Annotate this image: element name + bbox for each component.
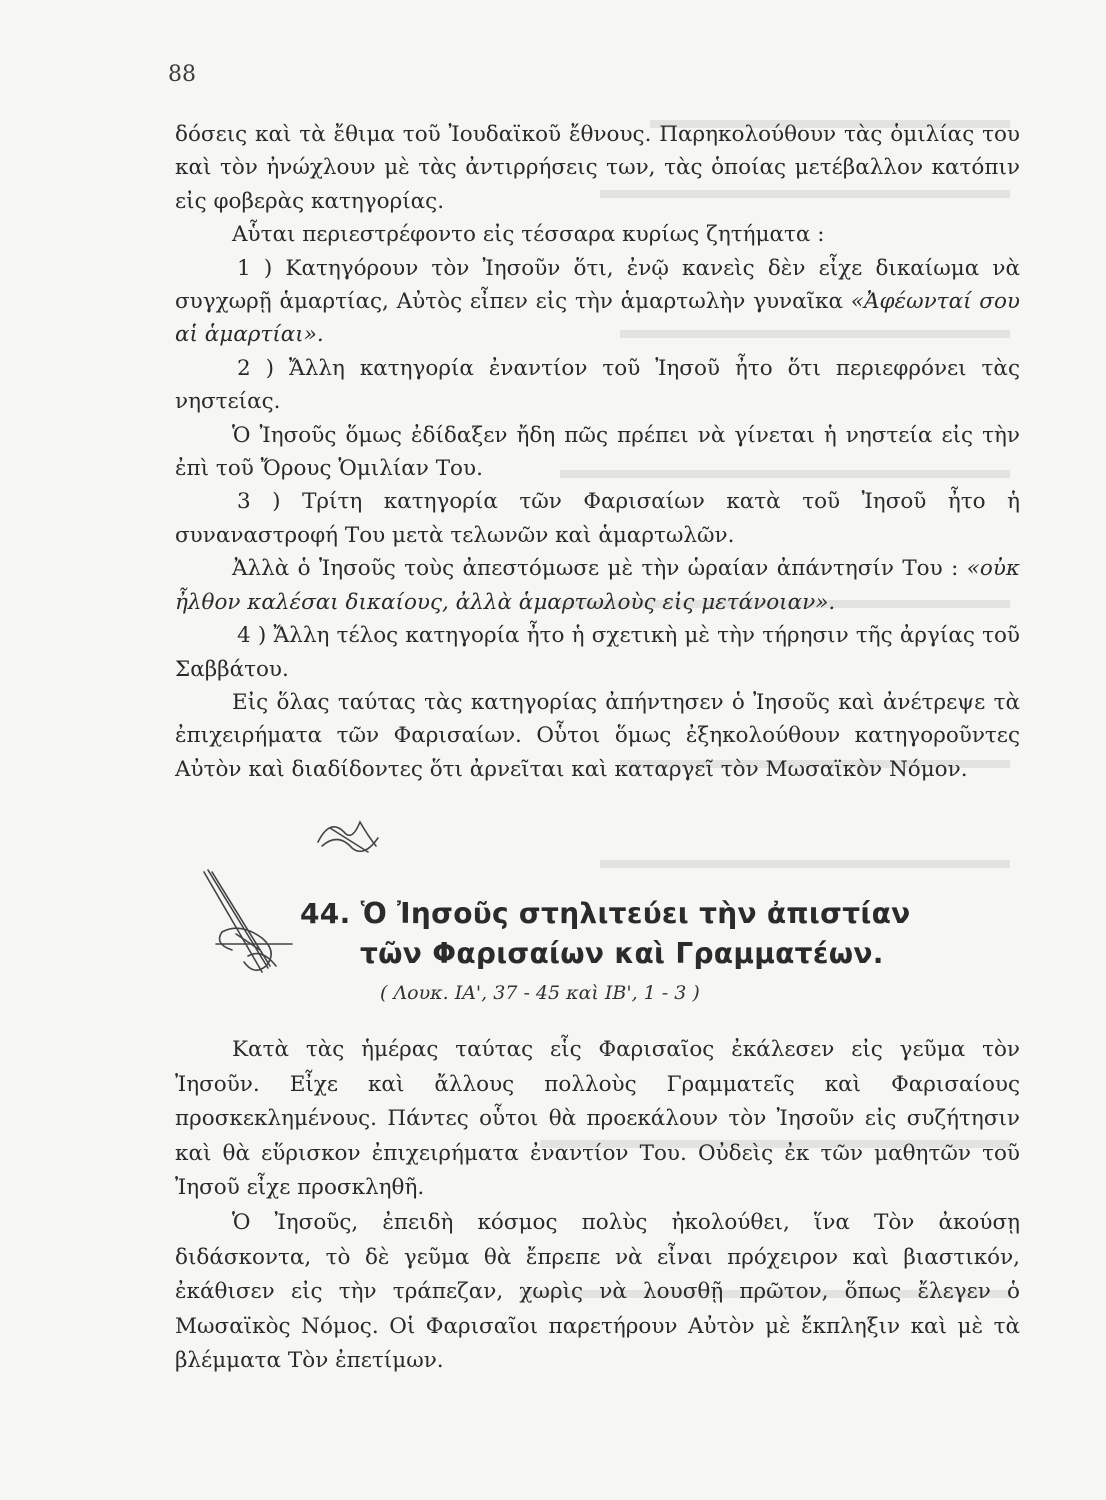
paragraph-text: Ἀλλὰ ὁ Ἰησοῦς τοὺς ἀπεστόμωσε μὲ τὴν ὡραίαν ἀπάντησίν Του : (232, 556, 967, 582)
section-title-line1: Ὁ Ἰησοῦς στηλιτεύει τὴν ἀπιστίαν (360, 897, 911, 930)
quotation-text: «Ἀφέωνταί σου αἱ ἁμαρτίαι». (175, 289, 1020, 348)
section-reference: ( Λουκ. ΙΑ', 37 - 45 καὶ ΙΒ', 1 - 3 ) (380, 982, 700, 1004)
paragraph-text: 1 ) Κατηγόρουν τὸν Ἰησοῦν ὅτι, ἐνῷ κανεὶς δὲν εἶχε δικαίωμα νὰ συγχωρῇ ἁμαρτίας, Αὐτὸς εἶπεν εἰς τὴν ἁμαρτωλὴν γυναῖκα (175, 255, 1020, 315)
paragraph (175, 1206, 1020, 1379)
paragraph-text: 3 ) Τρίτη κατηγορία τῶν Φαρισαίων κατὰ τοῦ Ἰησοῦ ἦτο ἡ συναναστροφή Του μετὰ τελωνῶν καὶ ἁμαρτωλῶν. (175, 489, 1020, 548)
section-heading (300, 894, 940, 974)
paragraph-text: Αὗται περιεστρέφοντο εἰς τέσσαρα κυρίως ζητήματα : (232, 222, 825, 248)
paragraph-text: Εἰς ὅλας ταύτας τὰς κατηγορίας ἀπήντησεν ὁ Ἰησοῦς καὶ ἀνέτρεψε τὰ ἐπιχειρήματα τῶν Φαρισαίων. Οὗτοι ὅμως ἐξηκολούθουν κατηγοροῦντες Αὐτὸν καὶ διαδίδοντες ὅτι ἀρνεῖται καὶ καταργεῖ τὸν Μωσαϊκὸν Νόμον. (175, 689, 1020, 782)
paragraph-text: Ὁ Ἰησοῦς, ἐπειδὴ κόσμος πολὺς ἠκολούθει, ἵνα Τὸν ἀκούσῃ διδάσκοντα, τὸ δὲ γεῦμα θὰ ἔπρεπε νὰ εἶναι πρόχειρον καὶ βιαστικόν, ἐκάθισεν εἰς τὴν τράπεζαν, χωρὶς νὰ λουσθῇ πρῶτον, ὅπως ἔλεγεν ὁ Μωσαϊκὸς Νόμος. Οἱ Φαρισαῖοι παρετήρουν Αὐτὸν μὲ ἔκπληξιν καὶ μὲ τὰ βλέμματα Τὸν ἐπετίμων. (175, 1209, 1020, 1374)
page-number: 88 (168, 62, 196, 87)
paragraph-text: Ὁ Ἰησοῦς ὅμως ἐδίδαξεν ἤδη πῶς πρέπει νὰ γίνεται ἡ νηστεία εἰς τὴν ἐπὶ τοῦ Ὄρους Ὁμιλίαν Του. (175, 422, 1020, 482)
paragraph-text: 2 ) Ἄλλη κατηγορία ἐναντίον τοῦ Ἰησοῦ ἦτο ὅτι περιεφρόνει τὰς νηστείας. (175, 355, 1020, 415)
paragraph (175, 1033, 1020, 1206)
section-heading-line1 (300, 894, 940, 934)
paragraph-text: 4 ) Ἄλλη τέλος κατηγορία ἦτο ἡ σχετικὴ μὲ τὴν τήρησιν τῆς ἀργίας τοῦ Σαββάτου. (175, 623, 1020, 682)
paragraph-text: δόσεις καὶ τὰ ἔθιμα τοῦ Ἰουδαϊκοῦ ἔθνους. Παρηκολούθουν τὰς ὁμιλίας του καὶ τὸν ἠνώχλουν μὲ τὰς ἀντιρρήσεις των, τὰς ὁποίας μετέβαλλον κατόπιν εἰς φοβερὰς κατηγορίας. (175, 122, 1020, 214)
section-title-line2: τῶν Φαρισαίων καὶ Γραμματέων. (360, 937, 884, 970)
bottom-text-block (175, 1033, 1020, 1379)
paragraph-text: Κατὰ τὰς ἡμέρας ταύτας εἷς Φαρισαῖος ἐκάλεσεν εἰς γεῦμα τὸν Ἰησοῦν. Εἶχε καὶ ἄλλους πολλοὺς Γραμματεῖς καὶ Φαρισαίους προσκεκλημένους. Πάντες οὗτοι θὰ προεκάλουν τὸν Ἰησοῦν εἰς συζήτησιν καὶ θὰ εὕρισκον ἐπιχειρήματα ἐναντίον Του. Οὐδεὶς ἐκ τῶν μαθητῶν τοῦ Ἰησοῦ εἶχε προσκληθῆ. (175, 1037, 1020, 1201)
section-number: 44. (300, 897, 351, 930)
quotation-text: «οὐκ ἦλθον καλέσαι δικαίους, ἀλλὰ ἁμαρτωλοὺς εἰς μετάνοιαν». (175, 556, 1020, 615)
